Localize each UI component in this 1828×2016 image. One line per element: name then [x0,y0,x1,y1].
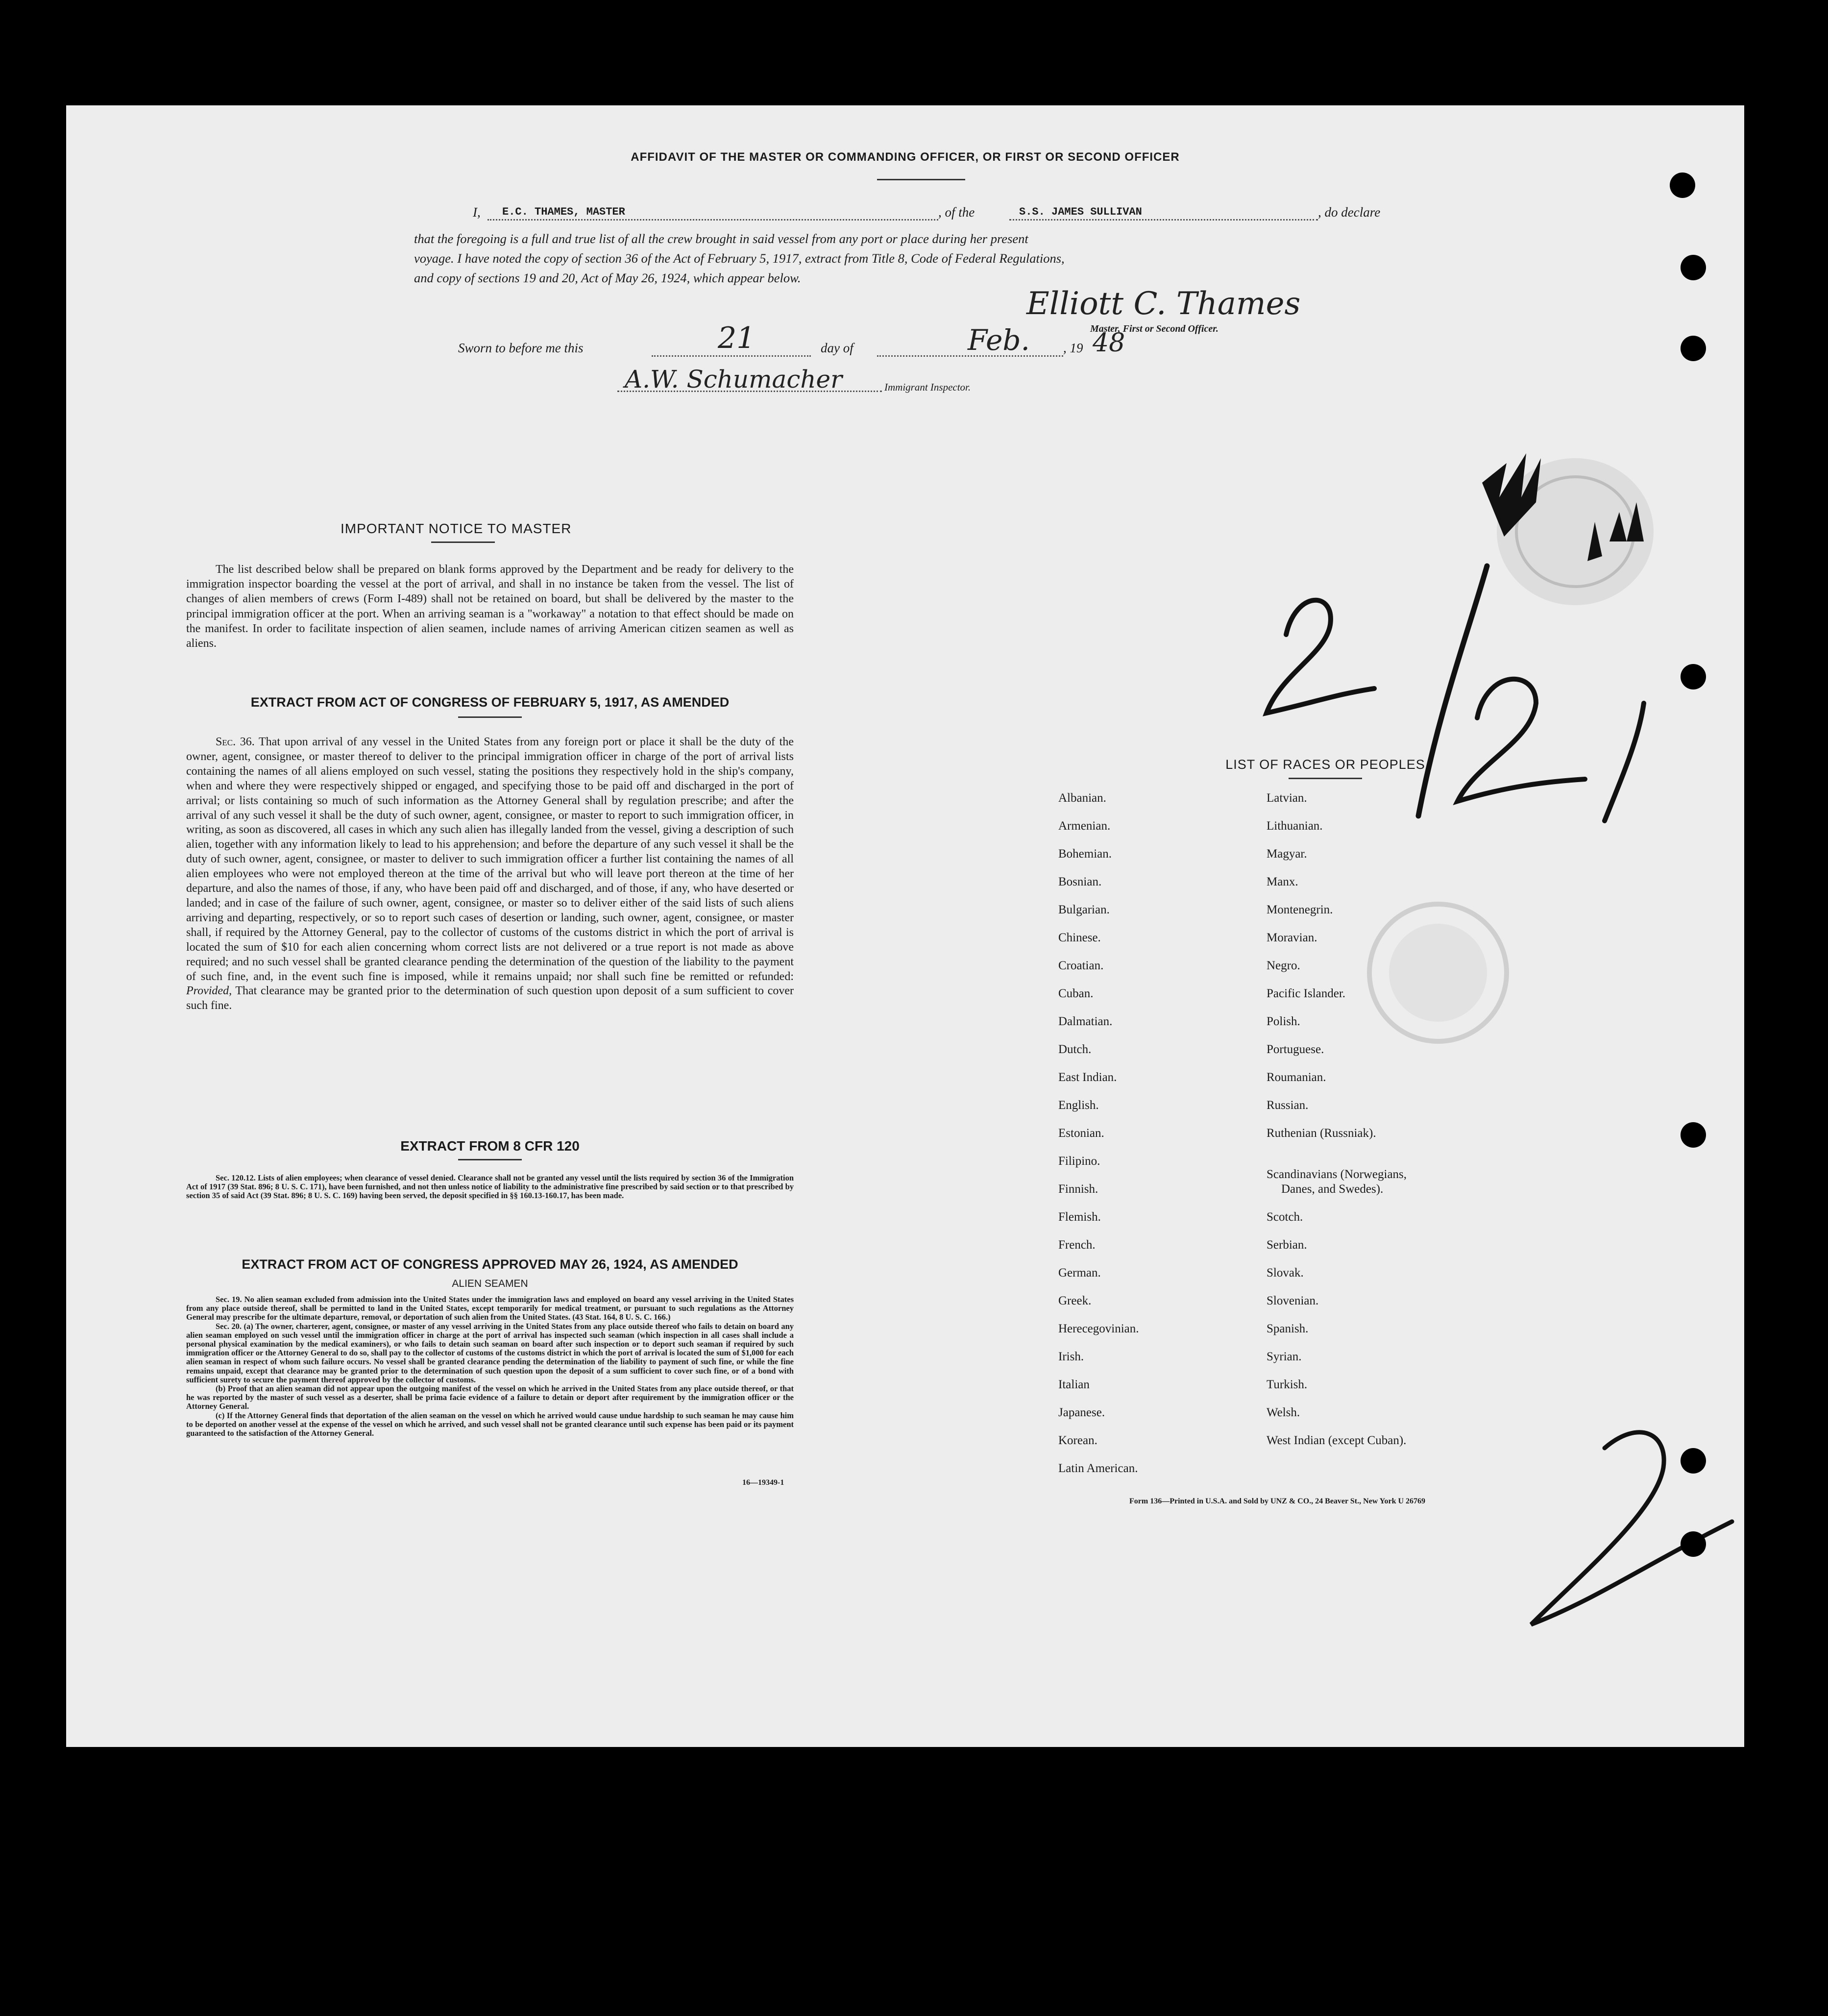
of-the-label: , of the [938,205,975,220]
race-item: Portuguese. [1267,1043,1324,1056]
race-item: Slovenian. [1267,1294,1319,1307]
race-item: East Indian. [1058,1071,1117,1084]
race-item: West Indian (except Cuban). [1267,1434,1407,1447]
punch-hole-icon [1681,664,1706,689]
race-item: Bulgarian. [1058,903,1110,916]
race-item: Magyar. [1267,847,1307,860]
race-item: Moravian. [1267,931,1317,944]
extract-1924-body-block [186,1295,794,1438]
do-declare-label: , do declare [1318,205,1381,220]
affidavit-title: AFFIDAVIT OF THE MASTER OR COMMANDING OFFICER, OR FIRST OR SECOND OFFICER [631,150,1180,164]
affidavit-line-3: voyage. I have noted the copy of section 36 of the Act of February 5, 1917, extract from Title 8, Code of Federal Regulations, [414,251,1065,266]
race-item: Latin American. [1058,1462,1138,1475]
race-item: Slovak. [1267,1266,1304,1279]
notice-divider [431,541,495,543]
master-name: E.C. THAMES, MASTER [502,206,625,218]
race-item: Russian. [1267,1099,1309,1112]
sworn-year: 48 [1093,328,1125,358]
vessel-name-line [1009,219,1318,221]
cfr-body: Sec. 120.12. Lists of alien employees; when clearance of vessel denied. Clearance shall not be granted any vessel until the lists required by section 36 of the Immigration Act of 1917 (39 Stat. 896; 8 U. S. C. 171), have been furnished, and not then unless notice of liability to the administrative fine prescribed by said section or to that prescribed by section 35 of said Act (39 Stat. 896; 8 U. S. C. 169) having been served, the deposit specified in §§ 160.13-160.17, has been made. [186,1173,794,1200]
race-item: English. [1058,1099,1099,1112]
race-item: Armenian. [1058,819,1111,833]
extract-1917-title: EXTRACT FROM ACT OF CONGRESS OF FEBRUARY 5, 1917, AS AMENDED [250,695,730,710]
race-item: Albanian. [1058,791,1106,805]
affidavit-line-4: and copy of sections 19 and 20, Act of May 26, 1924, which appear below. [414,270,801,285]
race-item: Manx. [1267,875,1298,888]
race-item: Japanese. [1058,1406,1105,1419]
race-item: Bohemian. [1058,847,1112,860]
race-item: Danes, and Swedes). [1281,1182,1384,1196]
race-item: Montenegrin. [1267,903,1333,916]
vessel-name: S.S. JAMES SULLIVAN [1019,206,1142,218]
sec-20c: (c) If the Attorney General finds that deportation of the alien seaman on the vessel on which he arrived would cause undue hardship to such seaman he may cause him to be deported on another vessel at the expense of the vessel on which he arrived, and such vessel shall not be granted clearance until such expense has been paid or its payment guaranteed to the satisfaction of the Attorney General. [186,1410,794,1438]
sec-36-label: Sec. 36. [216,736,255,748]
race-item: Herecegovinian. [1058,1322,1139,1335]
race-item: Korean. [1058,1434,1097,1447]
sec-19: Sec. 19. No alien seaman excluded from admission into the United States under the immigration laws and employed on board any vessel arriving in the United States from any place outside thereof, shall be permitted to land in the United States, except temporarily for medical treatment, or pursuant to such regulations as the Attorney General may prescribe for the ultimate departure, removal, or deportation of such alien from the United States. (43 Stat. 164, 8 U. S. C. 166.) [186,1295,794,1322]
punch-hole-icon [1681,1531,1706,1557]
sworn-day: 21 [718,321,756,355]
punch-hole-icon [1681,336,1706,361]
cfr-divider [458,1159,522,1160]
race-item: Dutch. [1058,1043,1092,1056]
punch-hole-icon [1681,1122,1706,1148]
day-of-label: day of [821,341,853,355]
race-item: Turkish. [1267,1378,1308,1391]
sworn-label: Sworn to before me this [458,341,584,355]
inspector-caption: Immigrant Inspector. [884,381,971,393]
race-item: Latvian. [1267,791,1307,805]
race-item: Cuban. [1058,987,1094,1000]
notice-body: The list described below shall be prepared on blank forms approved by the Department and be ready for delivery to the immigration inspector boarding the vessel at the port of arrival, and shall in no instance be taken from the vessel. The list of changes of alien members of crews (Form I-489) shall not be retained on board, but shall be delivered by the master to the principal immigration officer at the port. When an arriving seaman is a "workaway" a notation to that effect should be made on the manifest. In order to facilitate inspection of alien seamen, include names of arriving American citizen seamen as well as aliens. [186,563,794,650]
race-item: French. [1058,1238,1096,1252]
title-divider [877,179,965,180]
year-prefix: , 19 [1063,341,1083,355]
punch-hole-icon [1670,172,1695,198]
notary-seal-icon [1462,424,1688,630]
race-item: Roumanian. [1267,1071,1326,1084]
sworn-day-line [652,355,811,357]
faint-seal-icon [1350,885,1526,1061]
race-item: Scandinavians (Norwegians, [1267,1168,1407,1181]
race-item: Syrian. [1267,1350,1302,1363]
race-item: Serbian. [1267,1238,1307,1252]
race-item: Croatian. [1058,959,1104,972]
affidavit-line-2: that the foregoing is a full and true list of all the crew brought in said vessel from any port or place during her present [414,231,1028,246]
sworn-month: Feb. [968,323,1030,357]
race-item: Flemish. [1058,1210,1101,1224]
notice-body-block [186,562,794,651]
master-caption: Master, First or Second Officer. [1090,323,1219,334]
punch-hole-icon [1681,255,1706,280]
sec-20b: (b) Proof that an alien seaman did not appear upon the outgoing manifest of the vessel on which he arrived in the United States from any place outside thereof, or that he was reported by the master of such vessel as a deserter, shall be prima facie evidence of a failure to detain or deport after requirement by the immigration officer or the Attorney General. [186,1384,794,1411]
race-item: Filipino. [1058,1155,1100,1168]
provided-label: Provided, [186,984,232,998]
race-item: Ruthenian (Russniak). [1267,1127,1376,1140]
race-item: Spanish. [1267,1322,1309,1335]
i-label: I, [473,205,481,220]
form-code: 16—19349-1 [742,1478,784,1487]
master-signature: Elliott C. Thames [1026,286,1301,322]
master-name-line [487,219,938,221]
notice-title: IMPORTANT NOTICE TO MASTER [341,521,572,536]
races-title: LIST OF RACES OR PEOPLES [1225,757,1425,772]
cfr-title: EXTRACT FROM 8 CFR 120 [400,1138,580,1154]
printer-footer: Form 136—Printed in U.S.A. and Sold by UNZ & CO., 24 Beaver St., New York U 26769 [1129,1497,1426,1505]
race-item: Bosnian. [1058,875,1102,888]
cfr-body-block [186,1174,794,1200]
punch-hole-icon [1681,1448,1706,1474]
race-item: Italian [1058,1378,1090,1391]
race-item: Polish. [1267,1015,1300,1028]
race-item: Negro. [1267,959,1300,972]
race-item: Dalmatian. [1058,1015,1113,1028]
document-page [66,105,1744,1747]
provided-text: That clearance may be granted prior to the determination of such question upon deposit of a sum sufficient to cover such fine. [186,984,794,1012]
race-item: Finnish. [1058,1182,1098,1196]
race-item: Estonian. [1058,1127,1104,1140]
race-item: Chinese. [1058,931,1101,944]
race-item: Lithuanian. [1267,819,1323,833]
race-item: Pacific Islander. [1267,987,1346,1000]
extract-1917-divider [458,716,522,718]
extract-1924-title: EXTRACT FROM ACT OF CONGRESS APPROVED MAY 26, 1924, AS AMENDED [242,1257,738,1272]
inspector-signature: A.W. Schumacher [625,365,843,393]
alien-seamen-subtitle: ALIEN SEAMEN [452,1278,528,1289]
extract-1917-body-block [186,735,794,1013]
race-item: Scotch. [1267,1210,1303,1224]
race-item: Irish. [1058,1350,1084,1363]
sec-20a: Sec. 20. (a) The owner, charterer, agent, consignee, or master of any vessel arriving in the United States from any place outside thereof who fails to detain on board any alien seaman employed on such vessel until the immigration officer in charge at the port of arrival has inspected such seaman (which inspection in all cases shall include a personal physical examination by the medical examiners), or who fails to detain such seaman on board after such inspection or to deport such seaman if required by such immigration officer or the Attorney General to do so, shall pay to the collector of customs of the customs district in which the port of arrival is located the sum of $1,000 for each alien seaman in respect of whom such failure occurs. No vessel shall be granted clearance pending the determination of the liability to payment of such fine, or while the fine remains unpaid, except that clearance may be granted prior to the determination of such question upon the deposit of a sum sufficient to cover such fine, or of a bond with sufficient surety to secure the payment thereof approved by the collector of customs. [186,1321,794,1384]
race-item: Greek. [1058,1294,1092,1307]
race-item: Welsh. [1267,1406,1300,1419]
race-item: German. [1058,1266,1101,1279]
sec-36-text: That upon arrival of any vessel in the United States from any foreign port or place it shall be the duty of the owner, agent, consignee, or master thereof to deliver to the principal immigration officer in charge of the port of arrival lists containing the names of all aliens employed on such vessel, stating the positions they respectively hold in the ship's company, when and where they were respectively shipped or engaged, and specifying those to be paid off and discharged in the port of arrival; or lists containing so much of such information as the Attorney General shall by regulation prescribe; and after the arrival of any such vessel it shall be the duty of such owner, agent, consignee, or master to report to such immigration officer, in writing, as soon as discovered, all cases in which any such alien has illegally landed from the vessel, giving a description of such alien, together with any information likely to lead to his apprehension; and before the departure of any such vessel it shall be the duty of such owner, agent, consignee, or master to deliver to such immigration officer a further list containing the names of all alien employees who were not employed thereon at the time of the arrival but who will leave port thereon at the time of her departure, and also the names of those, if any, who have been paid off and discharged, and of those, if any, who have deserted or landed; and in case of the failure of such owner, agent, consignee, or master so to deliver either of the said lists of such aliens arriving and departing, respectively, or so to report such cases of desertion or landing, such owner, agent, consignee, or master shall, if required by the Attorney General, pay to the collector of customs of the customs district in which the port of arrival is located the sum of $10 for each alien concerning whom correct lists are not delivered or a true report is not made as above required; and no such vessel shall be granted clearance pending the determination of the question of the liability to the payment of such fine, and, in the event such fine is imposed, while it remains unpaid; nor shall such fine be remitted or refunded: [186,736,794,983]
extract-1917-body [186,735,794,1013]
